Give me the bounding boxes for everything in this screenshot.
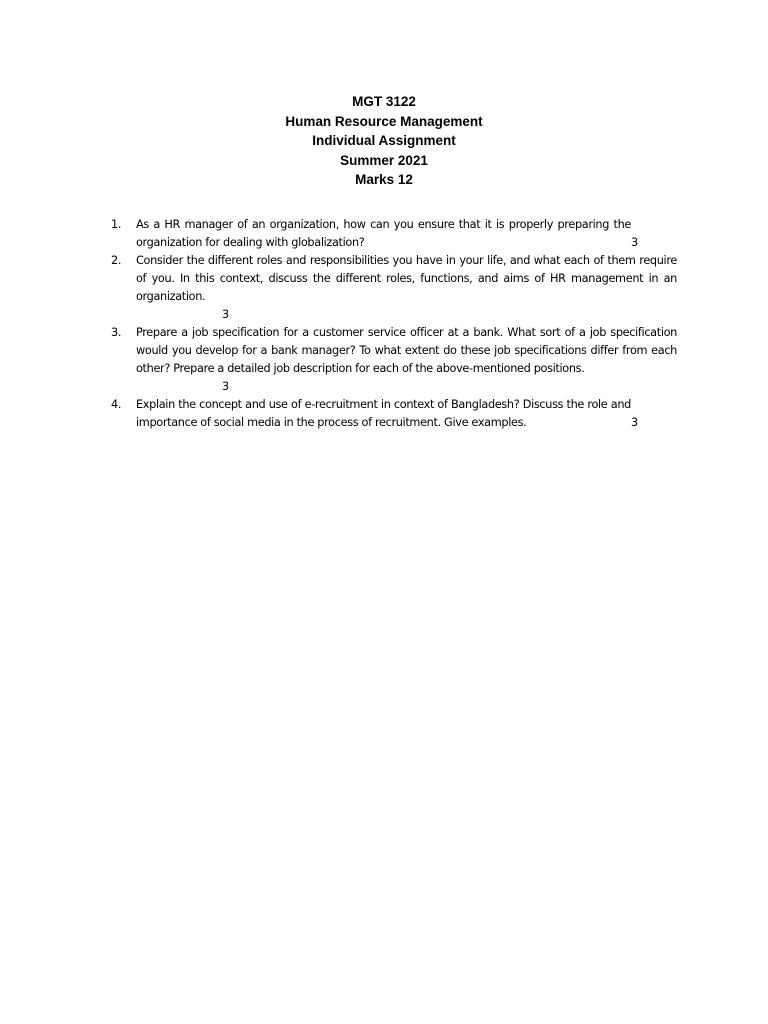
question-body — [136, 252, 677, 324]
question-marks: 3 — [631, 416, 638, 429]
assignment-type: Individual Assignment — [312, 133, 456, 148]
question-number: 2. — [111, 254, 122, 267]
question-item — [111, 324, 677, 396]
course-code: MGT 3122 — [352, 94, 416, 109]
term: Summer 2021 — [340, 152, 428, 168]
course-title: Human Resource Management — [285, 113, 483, 129]
total-marks: Marks 12 — [355, 172, 413, 187]
question-body — [136, 216, 677, 252]
question-number: 1. — [111, 218, 122, 231]
question-item — [111, 252, 677, 324]
question-body — [136, 396, 677, 432]
question-marks: 3 — [222, 380, 229, 393]
question-item — [111, 216, 677, 252]
document-header — [0, 92, 768, 190]
question-text: Prepare a job specification for a customer service officer at a bank. What sort of a job specification would you develop for a bank manager? To what extent do these job specifications differ from each other? Prepare a detailed job description for each of the above-mentioned positions. — [136, 326, 677, 375]
question-marks: 3 — [631, 236, 638, 249]
question-number: 4. — [111, 398, 122, 411]
question-text: As a HR manager of an organization, how can you ensure that it is properly preparing the organization for dealing with globalization? — [136, 218, 631, 249]
question-number: 3. — [111, 326, 122, 339]
question-text: Explain the concept and use of e-recruitment in context of Bangladesh? Discuss the role and importance of social media in the process of recruitment. Give examples. — [136, 398, 631, 429]
question-item — [111, 396, 677, 432]
question-list — [111, 216, 677, 432]
question-text: Consider the different roles and responsibilities you have in your life, and what each of them require of you. In this context, discuss the different roles, functions, and aims of HR management in an organization. — [136, 254, 677, 303]
question-body — [136, 324, 677, 396]
question-marks: 3 — [222, 308, 229, 321]
